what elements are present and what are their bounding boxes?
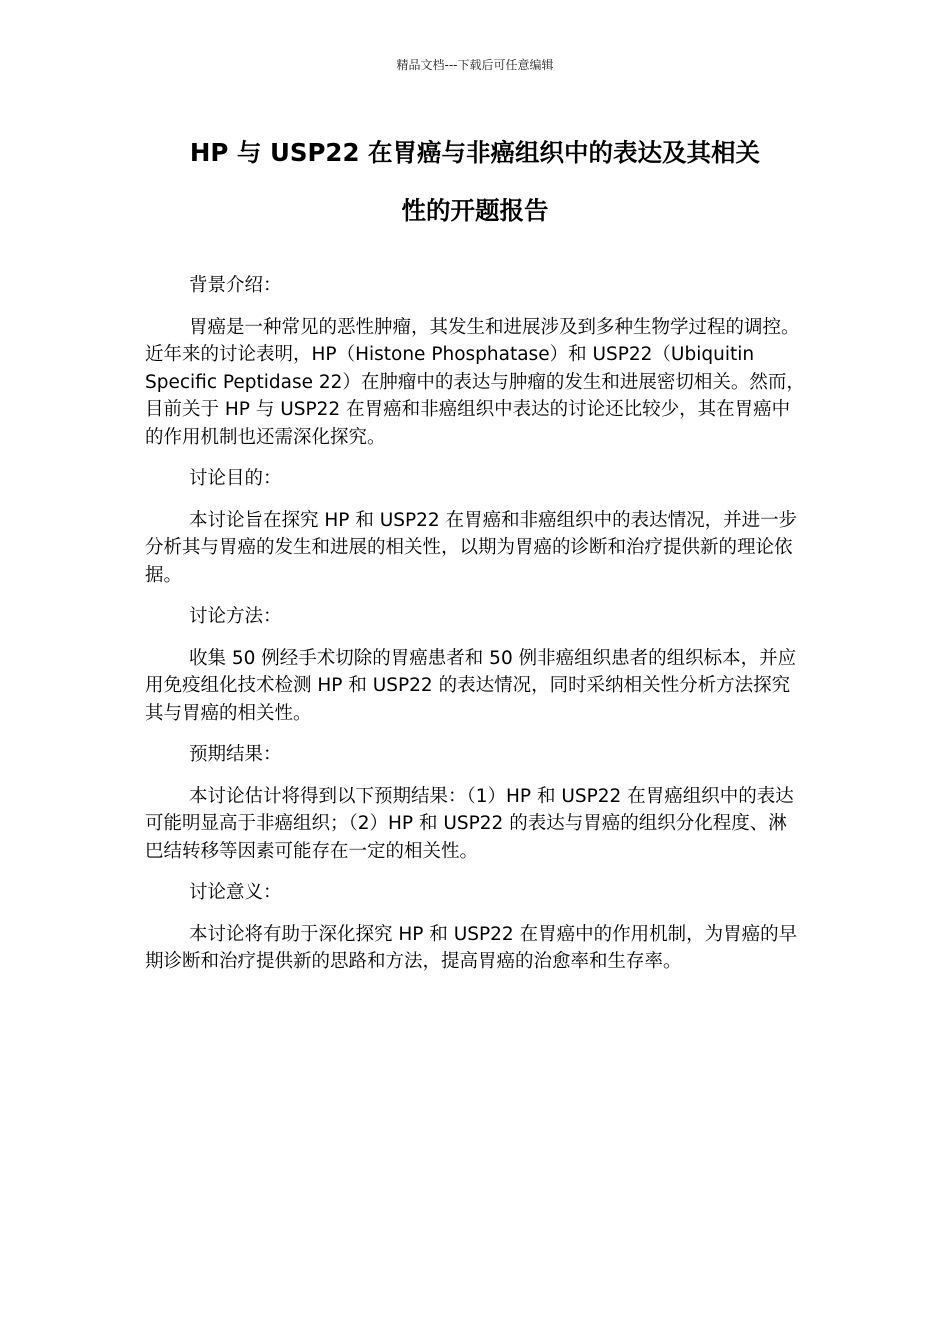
section-body-background: 胃癌是一种常见的恶性肿瘤，其发生和进展涉及到多种生物学过程的调控。近年来的讨论表明，HP（Histone Phosphatase）和 USP22（Ubiquitin Specific Peptidase 22）在肿瘤中的表达与肿瘤的发生和进展密切相关。然而，目前关于 HP 与 USP22 在胃癌和非癌组织中表达的讨论还比较少，其在胃癌中的作用机制也还需深化探究。 [145,316,805,448]
section-heading-purpose: 讨论目的： [189,468,282,489]
section-body-expected-results: 本讨论估计将得到以下预期结果：（1）HP 和 USP22 在胃癌组织中的表达可能明显高于非癌组织；（2）HP 和 USP22 的表达与胃癌的组织分化程度、淋巴结转移等因素可能存在一定的相关性。 [145,785,794,862]
title-line-2: 性的开题报告 [401,196,549,225]
section-heading-expected-results: 预期结果： [189,744,282,765]
section-heading-significance: 讨论意义： [189,882,282,903]
section-body-method: 收集 50 例经手术切除的胃癌患者和 50 例非癌组织患者的组织标本，并应用免疫组化技术检测 HP 和 USP22 的表达情况，同时采纳相关性分析方法探究其与胃癌的相关性。 [145,647,797,724]
section-heading-background: 背景介绍： [189,275,282,296]
page-header: 精品文档---下载后可任意编辑 [396,58,554,72]
title-line-1: HP 与 USP22 在胃癌与非癌组织中的表达及其相关 [189,138,761,167]
section-heading-method: 讨论方法： [189,606,282,627]
document-body [145,272,805,976]
document-title [145,124,805,240]
section-body-significance: 本讨论将有助于深化探究 HP 和 USP22 在胃癌中的作用机制，为胃癌的早期诊断和治疗提供新的思路和方法，提高胃癌的治愈率和生存率。 [145,923,798,972]
section-body-purpose: 本讨论旨在探究 HP 和 USP22 在胃癌和非癌组织中的表达情况，并进一步分析其与胃癌的发生和进展的相关性，以期为胃癌的诊断和治疗提供新的理论依据。 [145,509,798,586]
